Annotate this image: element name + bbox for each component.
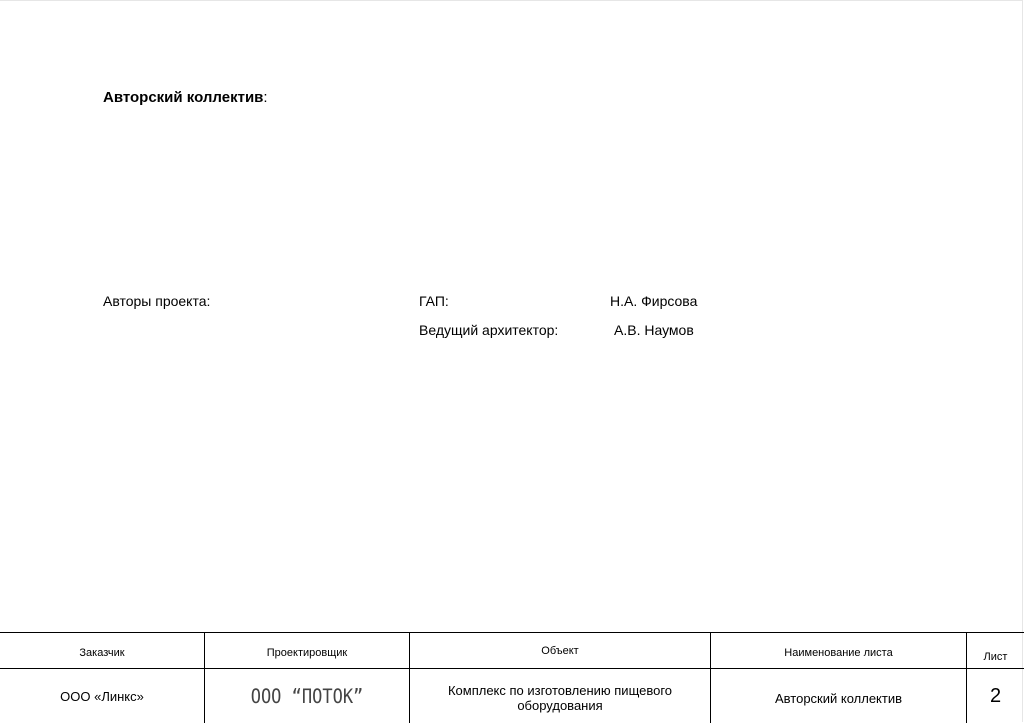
role-chief-architect: ГАП: bbox=[419, 293, 449, 309]
value-object-line-2: оборудования bbox=[517, 698, 603, 713]
name-lead-architect: А.В. Наумов bbox=[614, 322, 694, 338]
value-object bbox=[410, 676, 710, 720]
header-sheet-name: Наименование листа bbox=[784, 647, 893, 659]
page-title-text: Авторский коллектив bbox=[103, 89, 264, 106]
page-title bbox=[103, 89, 268, 106]
value-object-line-1: Комплекс по изготовлению пищевого bbox=[447, 683, 673, 698]
title-block-divider bbox=[0, 668, 1024, 669]
value-sheet-name: Авторский коллектив bbox=[774, 690, 903, 706]
header-customer: Заказчик bbox=[79, 647, 125, 659]
authors-label: Авторы проекта: bbox=[103, 293, 211, 309]
header-designer: Проектировщик bbox=[266, 647, 348, 659]
header-object: Объект bbox=[541, 645, 579, 657]
value-sheet-number: 2 bbox=[989, 685, 1002, 707]
name-chief-architect: Н.А. Фирсова bbox=[610, 293, 698, 309]
header-sheet: Лист bbox=[983, 651, 1008, 663]
designer-stamp-text: ООО “ПОТОК” bbox=[250, 685, 364, 708]
designer-stamp bbox=[205, 670, 409, 723]
value-customer: ООО «Линкс» bbox=[60, 689, 144, 704]
role-lead-architect: Ведущий архитектор: bbox=[419, 322, 559, 338]
page-title-colon: : bbox=[263, 89, 268, 106]
